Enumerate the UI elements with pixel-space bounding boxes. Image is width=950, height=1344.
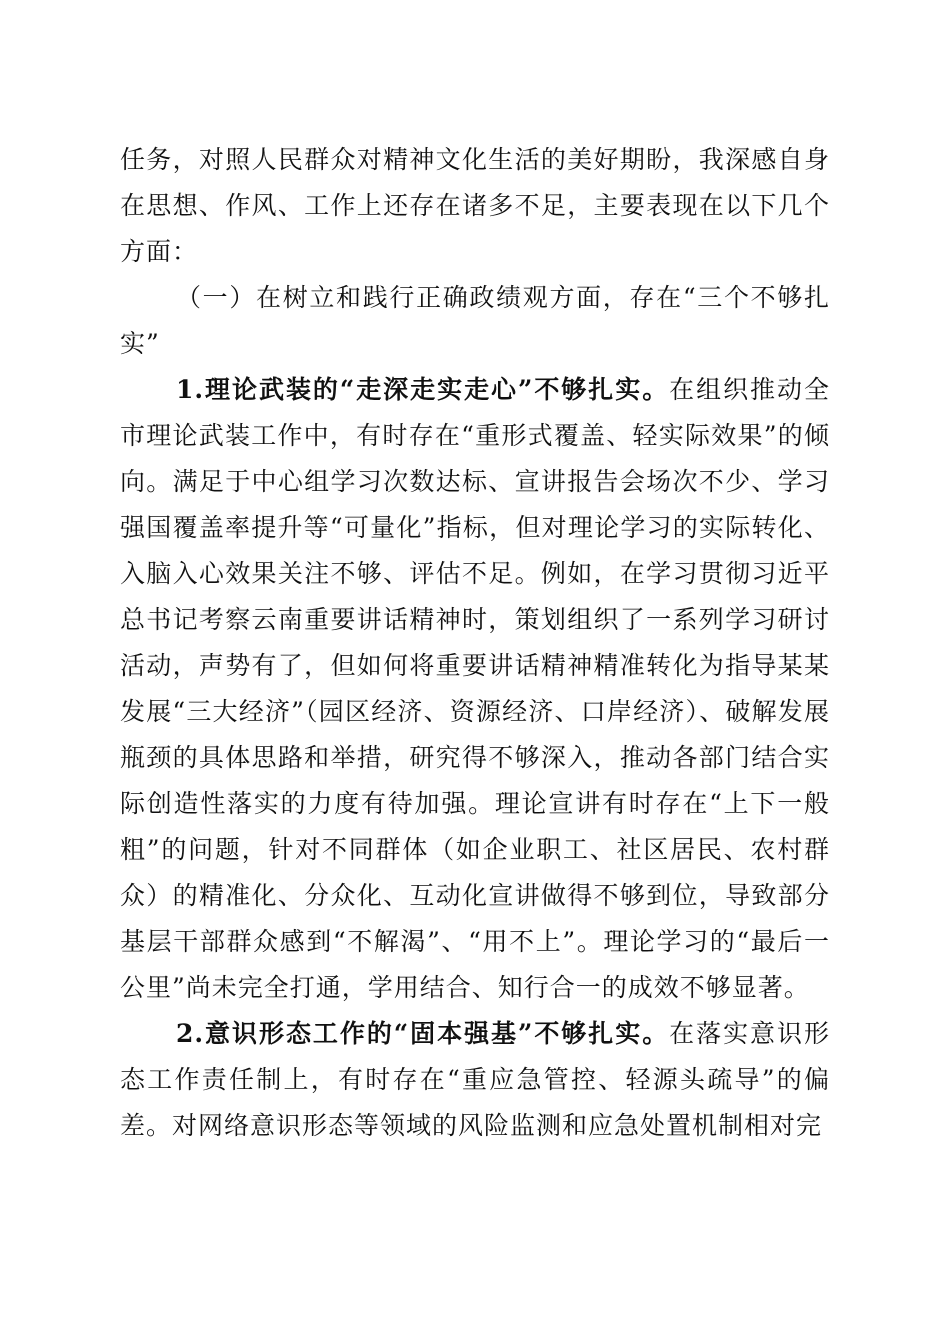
item-1-paragraph [120,367,830,1011]
continuation-paragraph: 任务，对照人民群众对精神文化生活的美好期盼，我深感自身在思想、作风、工作上还存在诸多不足，主要表现在以下几个方面： [120,145,830,266]
item-1-body: 在组织推动全市理论武装工作中，有时存在“重形式覆盖、轻实际效果”的倾向。满足于中心组学习次数达标、宣讲报告会场次不少、学习强国覆盖率提升等“可量化”指标，但对理论学习的实际转化、入脑入心效果关注不够、评估不足。例如，在学习贯彻习近平总书记考察云南重要讲话精神时，策划组织了一系列学习研讨活动，声势有了，但如何将重要讲话精神精准转化为指导某某发展“三大经济”（园区经济、资源经济、口岸经济）、破解发展瓶颈的具体思路和举措，研究得不够深入，推动各部门结合实际创造性落实的力度有待加强。理论宣讲有时存在“上下一般粗”的问题，针对不同群体（如企业职工、社区居民、农村群众）的精准化、分众化、互动化宣讲做得不够到位，导致部分基层干部群众感到“不解渴”、“用不上”。理论学习的“最后一公里”尚未完全打通，学用结合、知行合一的成效不够显著。 [120,375,830,1002]
item-1-lead: 1.理论武装的“走深走实走心”不够扎实。 [176,375,670,404]
item-2-lead: 2.意识形态工作的“固本强基”不够扎实。 [176,1019,670,1048]
item-2-paragraph [120,1011,830,1149]
section-heading: （一）在树立和践行正确政绩观方面，存在“三个不够扎实” [120,283,830,358]
document-body [120,137,830,1149]
item-2-body: 在落实意识形态工作责任制上，有时存在“重应急管控、轻源头疏导”的偏差。对网络意识形态等领域的风险监测和应急处置机制相对完 [120,1019,830,1140]
